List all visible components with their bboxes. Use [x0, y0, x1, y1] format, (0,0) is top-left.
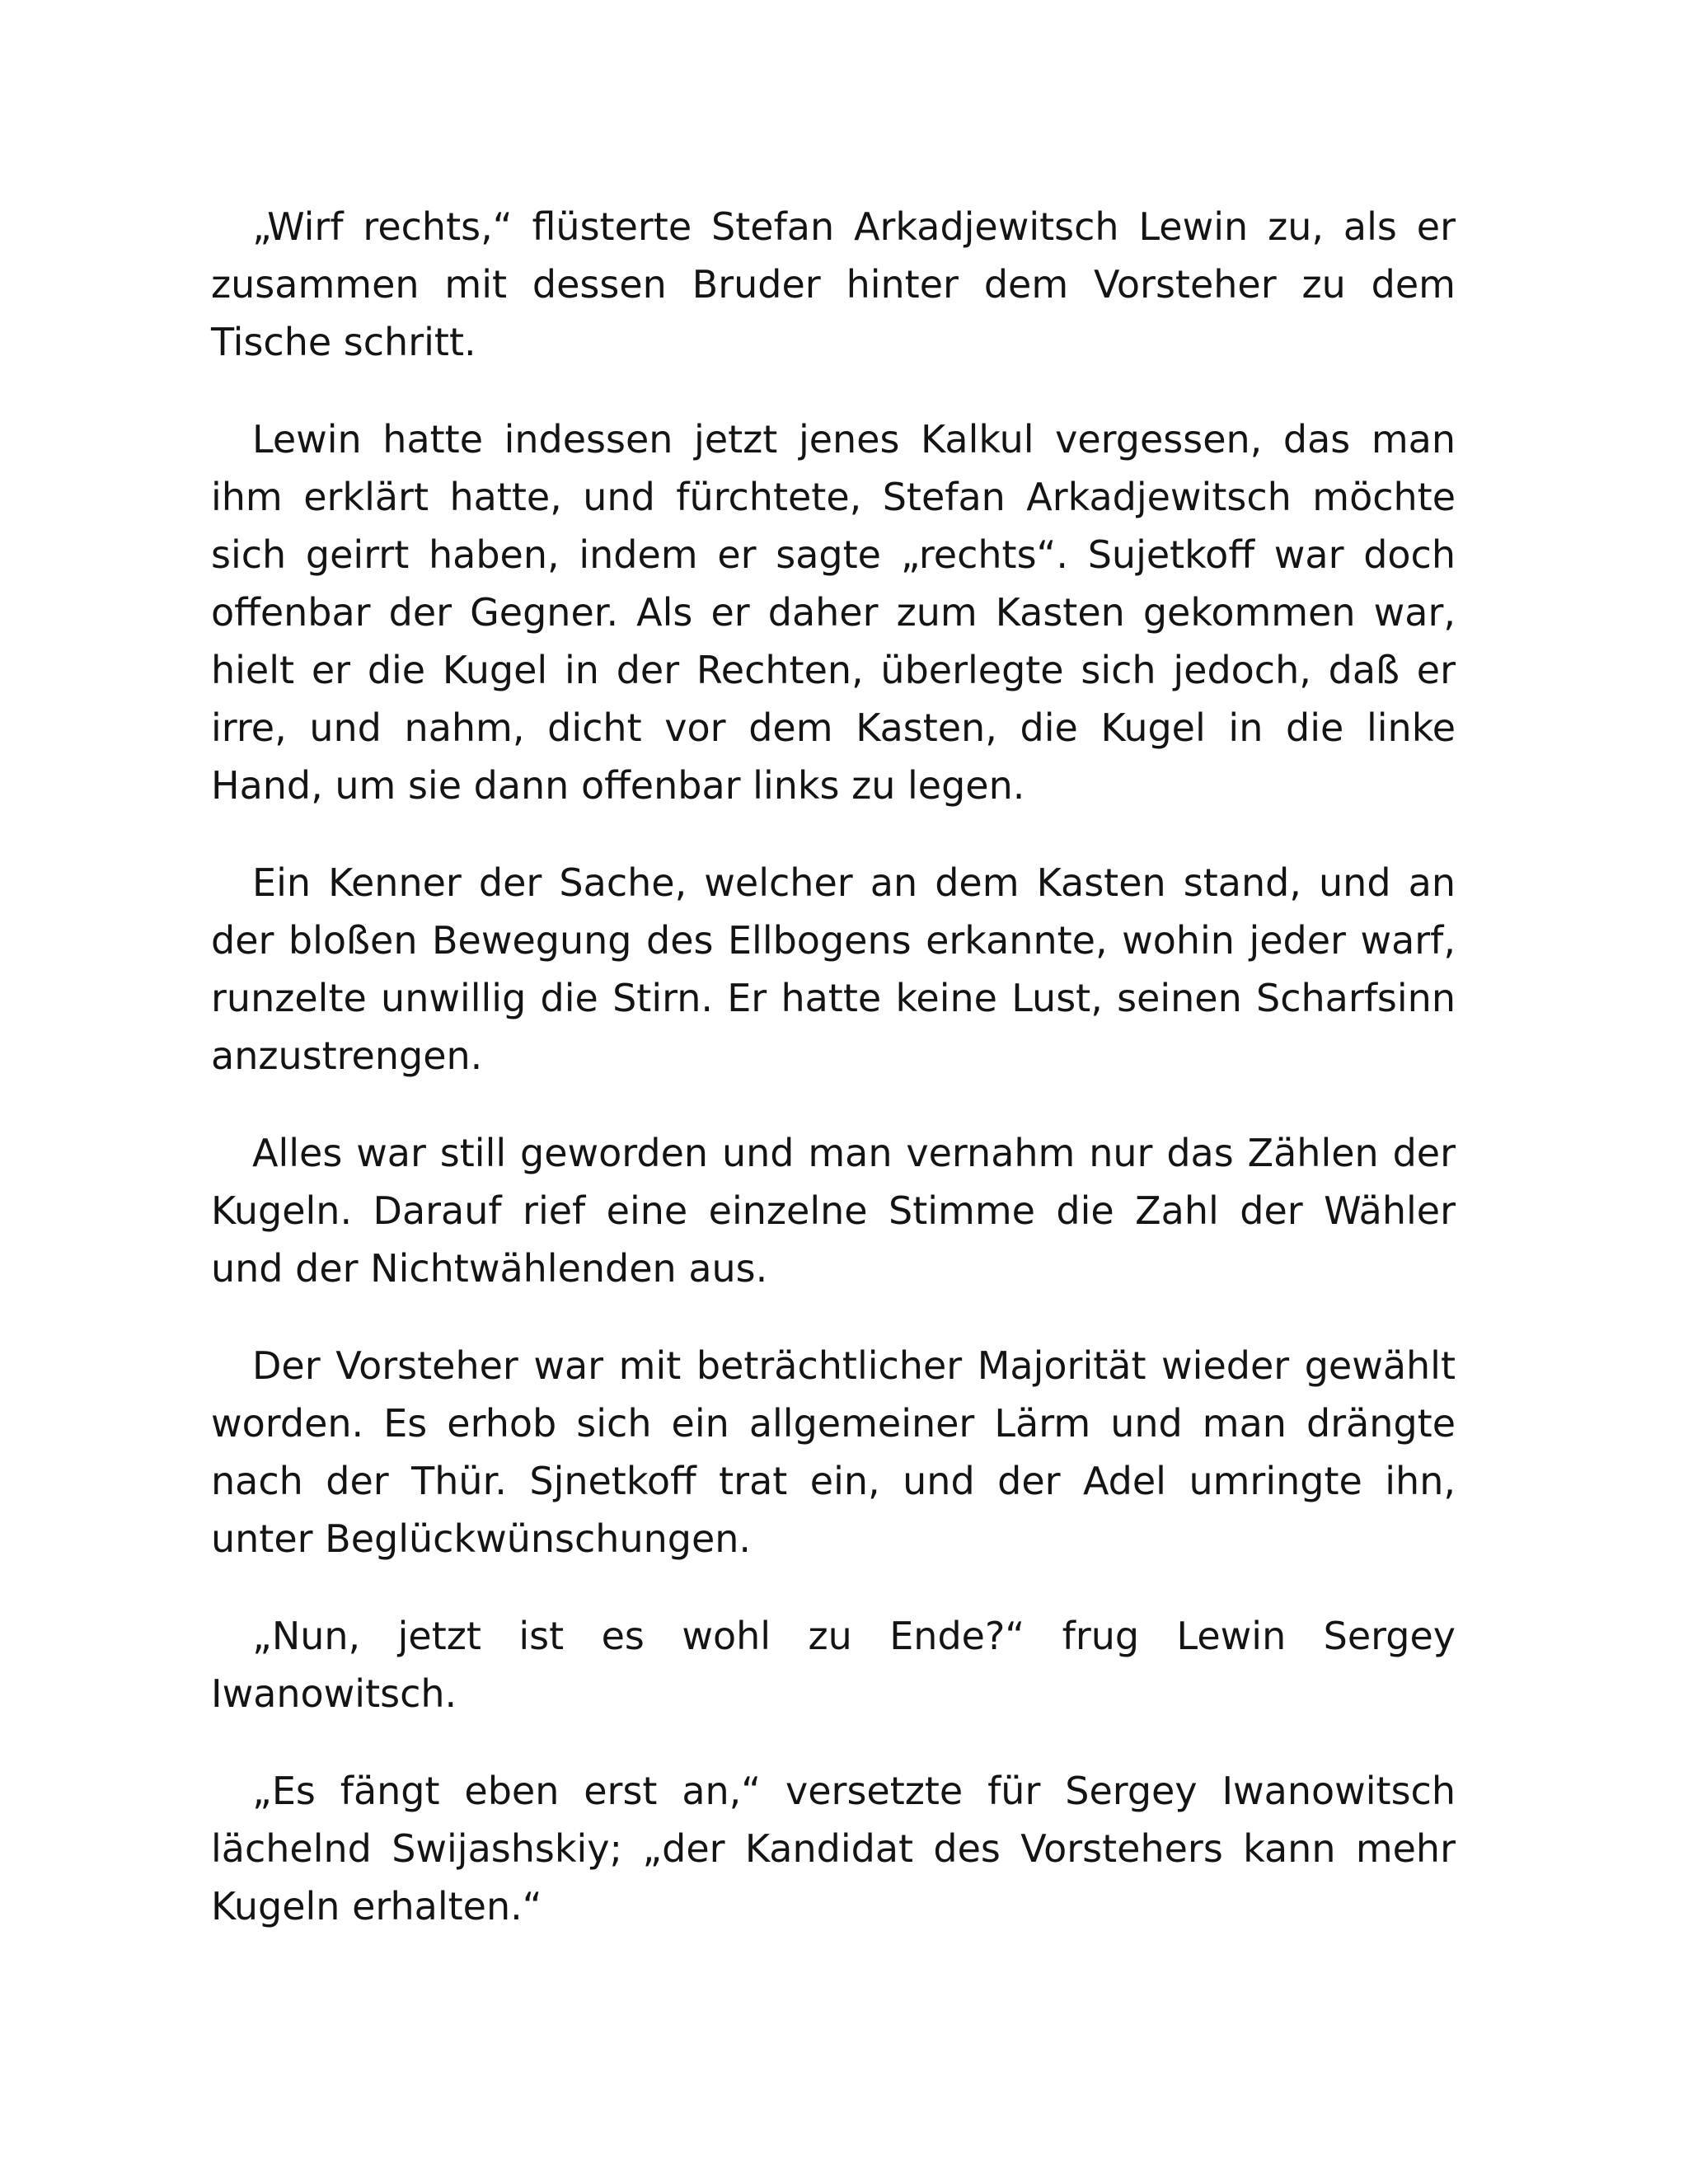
paragraph: „Wirf rechts,“ flüsterte Stefan Arkadjewitsch Lewin zu, als er zusammen mit dessen Bruder hinter dem Vorsteher zu dem Tische schritt.	[211, 204, 1456, 364]
document-page	[211, 198, 1456, 1975]
paragraph: Der Vorsteher war mit beträchtlicher Majorität wieder gewählt worden. Es erhob sich ein allgemeiner Lärm und man drängte nach der Thür. Sjnetkoff trat ein, und der Adel umringte ihn, unter Beglückwünschungen.	[211, 1343, 1456, 1561]
paragraph: „Es fängt eben erst an,“ versetzte für Sergey Iwanowitsch lächelnd Swijashskiy; „der Kandidat des Vorstehers kann mehr Kugeln erhalten.“	[211, 1769, 1456, 1929]
paragraph: Ein Kenner der Sache, welcher an dem Kasten stand, und an der bloßen Bewegung des Ellbogens erkannte, wohin jeder warf, runzelte unwillig die Stirn. Er hatte keine Lust, seinen Scharfsinn anzustrengen.	[211, 860, 1456, 1078]
paragraph: Alles war still geworden und man vernahm nur das Zählen der Kugeln. Darauf rief eine einzelne Stimme die Zahl der Wähler und der Nichtwählenden aus.	[211, 1131, 1456, 1291]
paragraph: Lewin hatte indessen jetzt jenes Kalkul vergessen, das man ihm erklärt hatte, und fürchtete, Stefan Arkadjewitsch möchte sich geirrt haben, indem er sagte „rechts“. Sujetkoff war doch offenbar der Gegner. Als er daher zum Kasten gekommen war, hielt er die Kugel in der Rechten, überlegte sich jedoch, daß er irre, und nahm, dicht vor dem Kasten, die Kugel in die linke Hand, um sie dann offenbar links zu legen.	[211, 417, 1456, 808]
paragraph: „Nun, jetzt ist es wohl zu Ende?“ frug Lewin Sergey Iwanowitsch.	[211, 1614, 1456, 1716]
